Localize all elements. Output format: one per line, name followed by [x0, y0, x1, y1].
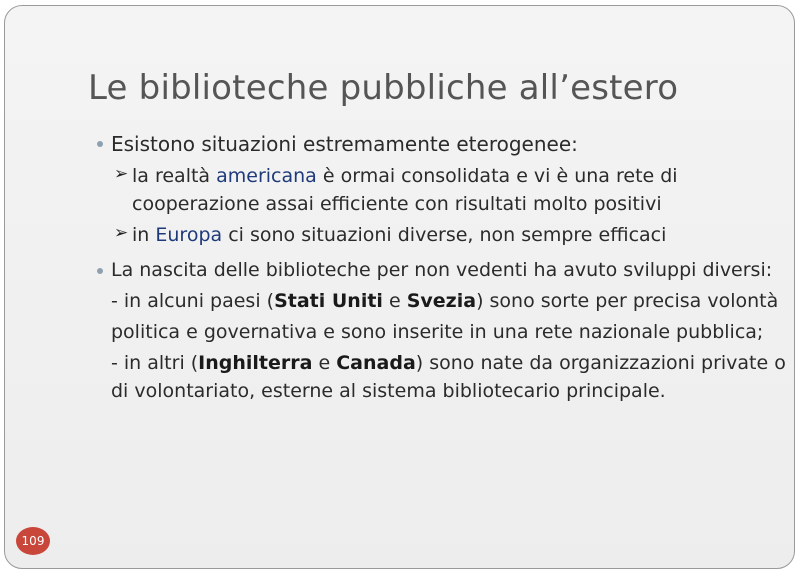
bullet-2-line-2: [111, 289, 778, 313]
highlight-europa: Europa: [155, 224, 223, 246]
bold-canada: Canada: [336, 352, 416, 374]
sub-bullet-2-pre: in: [132, 224, 156, 246]
text-segment: - in alcuni paesi (: [111, 290, 275, 312]
sub-bullet-1-post: è ormai consolidata e vi è una rete di: [316, 165, 678, 187]
arrow-bullet-icon: ➢: [114, 223, 129, 243]
text-segment: e: [382, 290, 407, 312]
bullet-1-text: Esistono situazioni estremamente eterogenee:: [111, 132, 578, 156]
bold-inghilterra: Inghilterra: [198, 352, 313, 374]
bold-stati-uniti: Stati Uniti: [274, 290, 383, 312]
bullet-2-line-5: di volontariato, esterne al sistema bibliotecario principale.: [111, 380, 666, 402]
text-segment: - in altri (: [111, 352, 199, 374]
slide-title: Le biblioteche pubbliche all’estero: [88, 68, 679, 108]
bullet-2-line-3: politica e governativa e sono inserite in una rete nazionale pubblica;: [111, 321, 764, 343]
sub-bullet-1-line-1: [132, 164, 678, 188]
bold-svezia: Svezia: [406, 290, 477, 312]
highlight-americana: americana: [216, 165, 317, 187]
text-segment: ) sono nate da organizzazioni private o: [415, 352, 786, 374]
sub-bullet-2-post: ci sono situazioni diverse, non sempre efficaci: [222, 224, 667, 246]
text-segment: ) sono sorte per precisa volontà: [476, 290, 779, 312]
bullet-2-line-1: La nascita delle biblioteche per non vedenti ha avuto sviluppi diversi:: [111, 259, 773, 281]
bullet-dot-icon: [97, 268, 103, 274]
bullet-dot-icon: [97, 141, 103, 147]
sub-bullet-1-pre: la realtà: [132, 165, 217, 187]
sub-bullet-2-line: [132, 223, 666, 247]
sub-bullet-1-line-2: cooperazione assai efficiente con risultati molto positivi: [132, 193, 662, 215]
bullet-2-line-4: [111, 351, 786, 375]
text-segment: e: [312, 352, 337, 374]
page-number-badge: 109: [16, 527, 50, 555]
arrow-bullet-icon: ➢: [114, 164, 129, 184]
